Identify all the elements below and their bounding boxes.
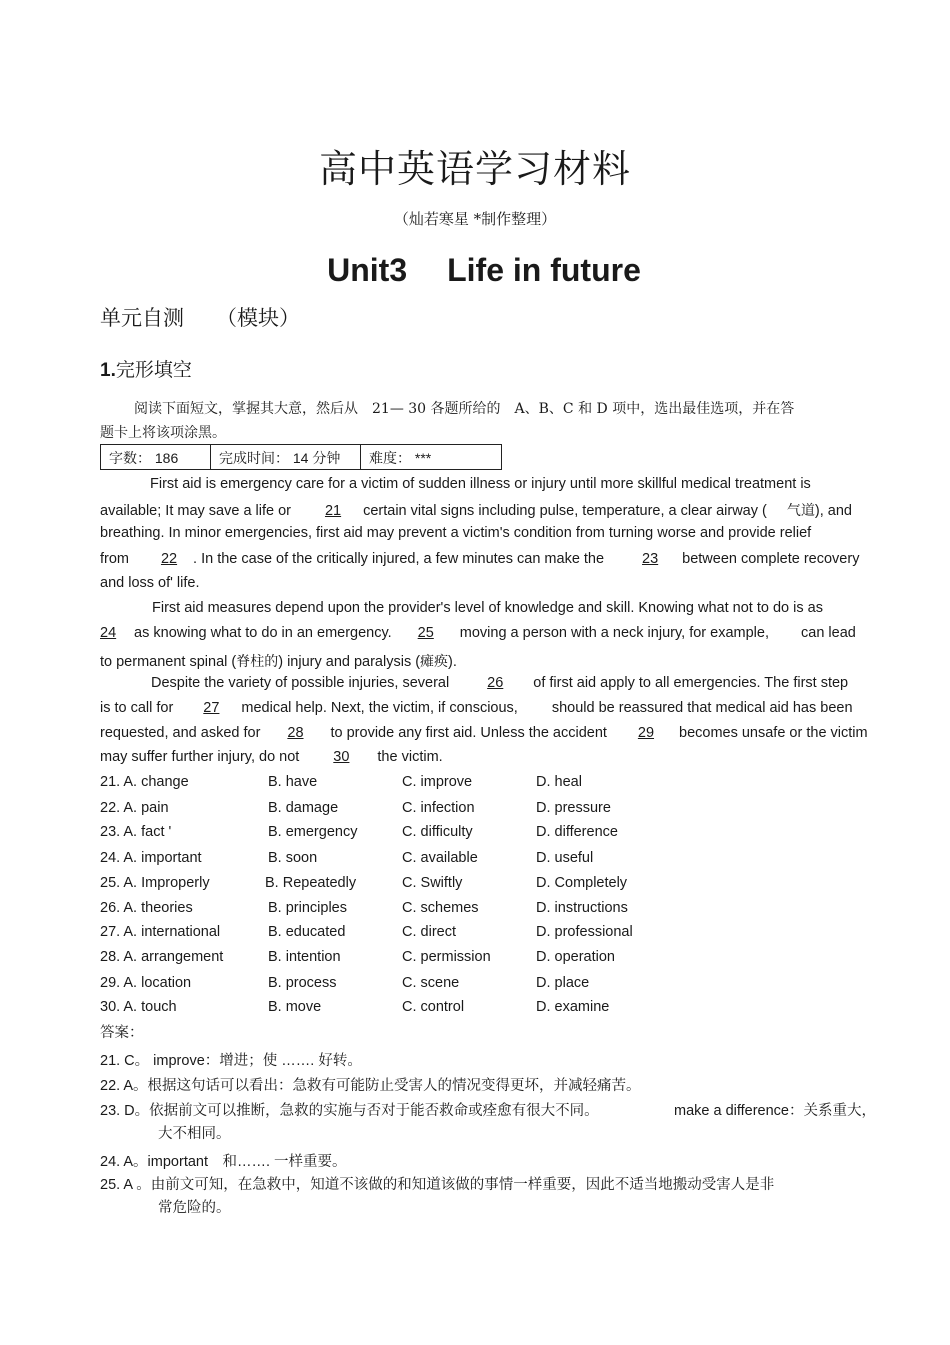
passage-line: breathing. In minor emergencies, first aid may prevent a victim's condition from turning worse and provide relief (100, 525, 812, 541)
option-b: B. educated (268, 924, 346, 940)
page-title: 高中英语学习材料 (318, 147, 631, 191)
passage-line: is to call for 27 medical help. Next, the victim, if conscious, should be reassured that medical aid has been (100, 700, 853, 716)
option-c: C. control (402, 999, 465, 1015)
option-d: D. professional (536, 924, 633, 940)
blank-30: 30 (333, 749, 350, 765)
blank-26: 26 (487, 675, 504, 691)
option-d: D. examine (536, 999, 610, 1015)
option-c: C. Swiftly (402, 875, 463, 891)
answer-23-note: make a difference：关系重大， (674, 1103, 876, 1119)
part-heading (100, 355, 192, 382)
instructions-line-1: 阅读下面短文，掌握其大意，然后从 21— 30 各题所给的 A、B、C 和 D 项中，选出最佳选项，并在答 (134, 401, 795, 417)
option-b: B. process (268, 975, 337, 991)
completion-time: 完成时间： 14 分钟 (211, 445, 361, 469)
option-c: C. permission (402, 949, 491, 965)
option-c: C. improve (402, 774, 473, 790)
answer-23: 23. D。依据前文可以推断，急救的实施与否对于能否救命或痊愈有很大不同。 (100, 1103, 599, 1119)
passage-line: 24 as knowing what to do in an emergency. 25 moving a person with a neck injury, for example, can lead (100, 625, 856, 641)
unit-heading (0, 252, 950, 289)
option-d: D. place (536, 975, 590, 991)
option-a: 28. A. arrangement (100, 949, 224, 965)
section-heading (100, 302, 300, 332)
blank-25: 25 (417, 625, 434, 641)
passage-line: requested, and asked for 28 to provide any first aid. Unless the accident 29 becomes unsafe or the victim (100, 725, 868, 741)
section-note: （模块） (216, 306, 300, 330)
answer-24: 24. A。important 和……. 一样重要。 (100, 1154, 347, 1170)
option-a: 27. A. international (100, 924, 221, 940)
option-c: C. available (402, 850, 478, 866)
info-box (100, 444, 502, 470)
word-count: 字数： 186 (101, 445, 211, 469)
page-subtitle: （灿若寒星 *制作整理） (393, 210, 557, 228)
option-d: D. pressure (536, 800, 611, 816)
blank-29: 29 (637, 725, 655, 741)
option-a: 22. A. pain (100, 800, 169, 816)
passage-line: from 22 . In the case of the critically injured, a few minutes can make the 23 between complete recovery (100, 551, 860, 567)
difficulty: 难度： *** (369, 450, 432, 466)
option-d: D. heal (536, 774, 582, 790)
option-d: D. instructions (536, 900, 628, 916)
unit-name: Life in future (447, 252, 641, 288)
option-b: B. have (268, 774, 318, 790)
passage-line: available; It may save a life or 21 certain vital signs including pulse, temperature, a clear airway ( 气道), and (100, 503, 852, 519)
part-number: 1. (100, 360, 116, 381)
answer-23-cont: 大不相同。 (158, 1126, 231, 1142)
instructions-line-2: 题卡上将该项涂黑。 (100, 425, 226, 441)
option-d: D. Completely (536, 875, 628, 891)
option-b: B. principles (268, 900, 347, 916)
option-d: D. difference (536, 824, 618, 840)
option-b: B. intention (268, 949, 341, 965)
option-a: 29. A. location (100, 975, 192, 991)
option-a: 24. A. important (100, 850, 202, 866)
option-d: D. useful (536, 850, 594, 866)
option-c: C. infection (402, 800, 475, 816)
option-b: B. move (268, 999, 322, 1015)
answers-label: 答案： (100, 1025, 144, 1041)
passage-line: Despite the variety of possible injuries, several 26 of first aid apply to all emergencies. The first step (151, 675, 849, 691)
answer-21: 21. C。 improve：增进；使 ……. 好转。 (100, 1053, 362, 1069)
option-a: 26. A. theories (100, 900, 193, 916)
option-a: 23. A. fact ' (100, 824, 172, 840)
part-name: 完形填空 (115, 359, 192, 381)
passage-line: to permanent spinal (脊柱的) injury and paralysis (瘫痪). (100, 654, 457, 670)
option-b: B. Repeatedly (265, 875, 357, 891)
answer-25: 25. A 。由前文可知，在急救中，知道不该做的和知道该做的事情一样重要，因此不适当地搬动受害人是非 (100, 1177, 775, 1193)
passage-line: may suffer further injury, do not 30 the victim. (100, 749, 443, 765)
section-name: 单元自测 (100, 306, 184, 330)
option-c: C. scene (402, 975, 460, 991)
option-b: B. soon (268, 850, 318, 866)
answer-25-cont: 常危险的。 (158, 1200, 231, 1216)
option-a: 25. A. Improperly (100, 875, 210, 891)
option-c: C. schemes (402, 900, 479, 916)
blank-23: 23 (642, 551, 659, 567)
option-b: B. damage (268, 800, 339, 816)
passage-line: First aid is emergency care for a victim of sudden illness or injury until more skillful medical treatment is (150, 476, 811, 492)
unit-number: Unit3 (327, 252, 408, 288)
blank-27: 27 (203, 700, 220, 716)
blank-24: 24 (100, 625, 117, 641)
passage-line: and loss of' life. (100, 575, 200, 591)
option-d: D. operation (536, 949, 615, 965)
option-a: 30. A. touch (100, 999, 177, 1015)
blank-21: 21 (324, 503, 342, 519)
option-a: 21. A. change (100, 774, 189, 790)
answer-22: 22. A。根据这句话可以看出：急救有可能防止受害人的情况变得更坏，并减轻痛苦。 (100, 1078, 641, 1094)
blank-22: 22 (160, 551, 178, 567)
option-b: B. emergency (268, 824, 358, 840)
option-c: C. direct (402, 924, 456, 940)
blank-28: 28 (287, 725, 304, 741)
option-c: C. difficulty (402, 824, 473, 840)
passage-line: First aid measures depend upon the provider's level of knowledge and skill. Knowing what not to do is as (152, 600, 823, 616)
